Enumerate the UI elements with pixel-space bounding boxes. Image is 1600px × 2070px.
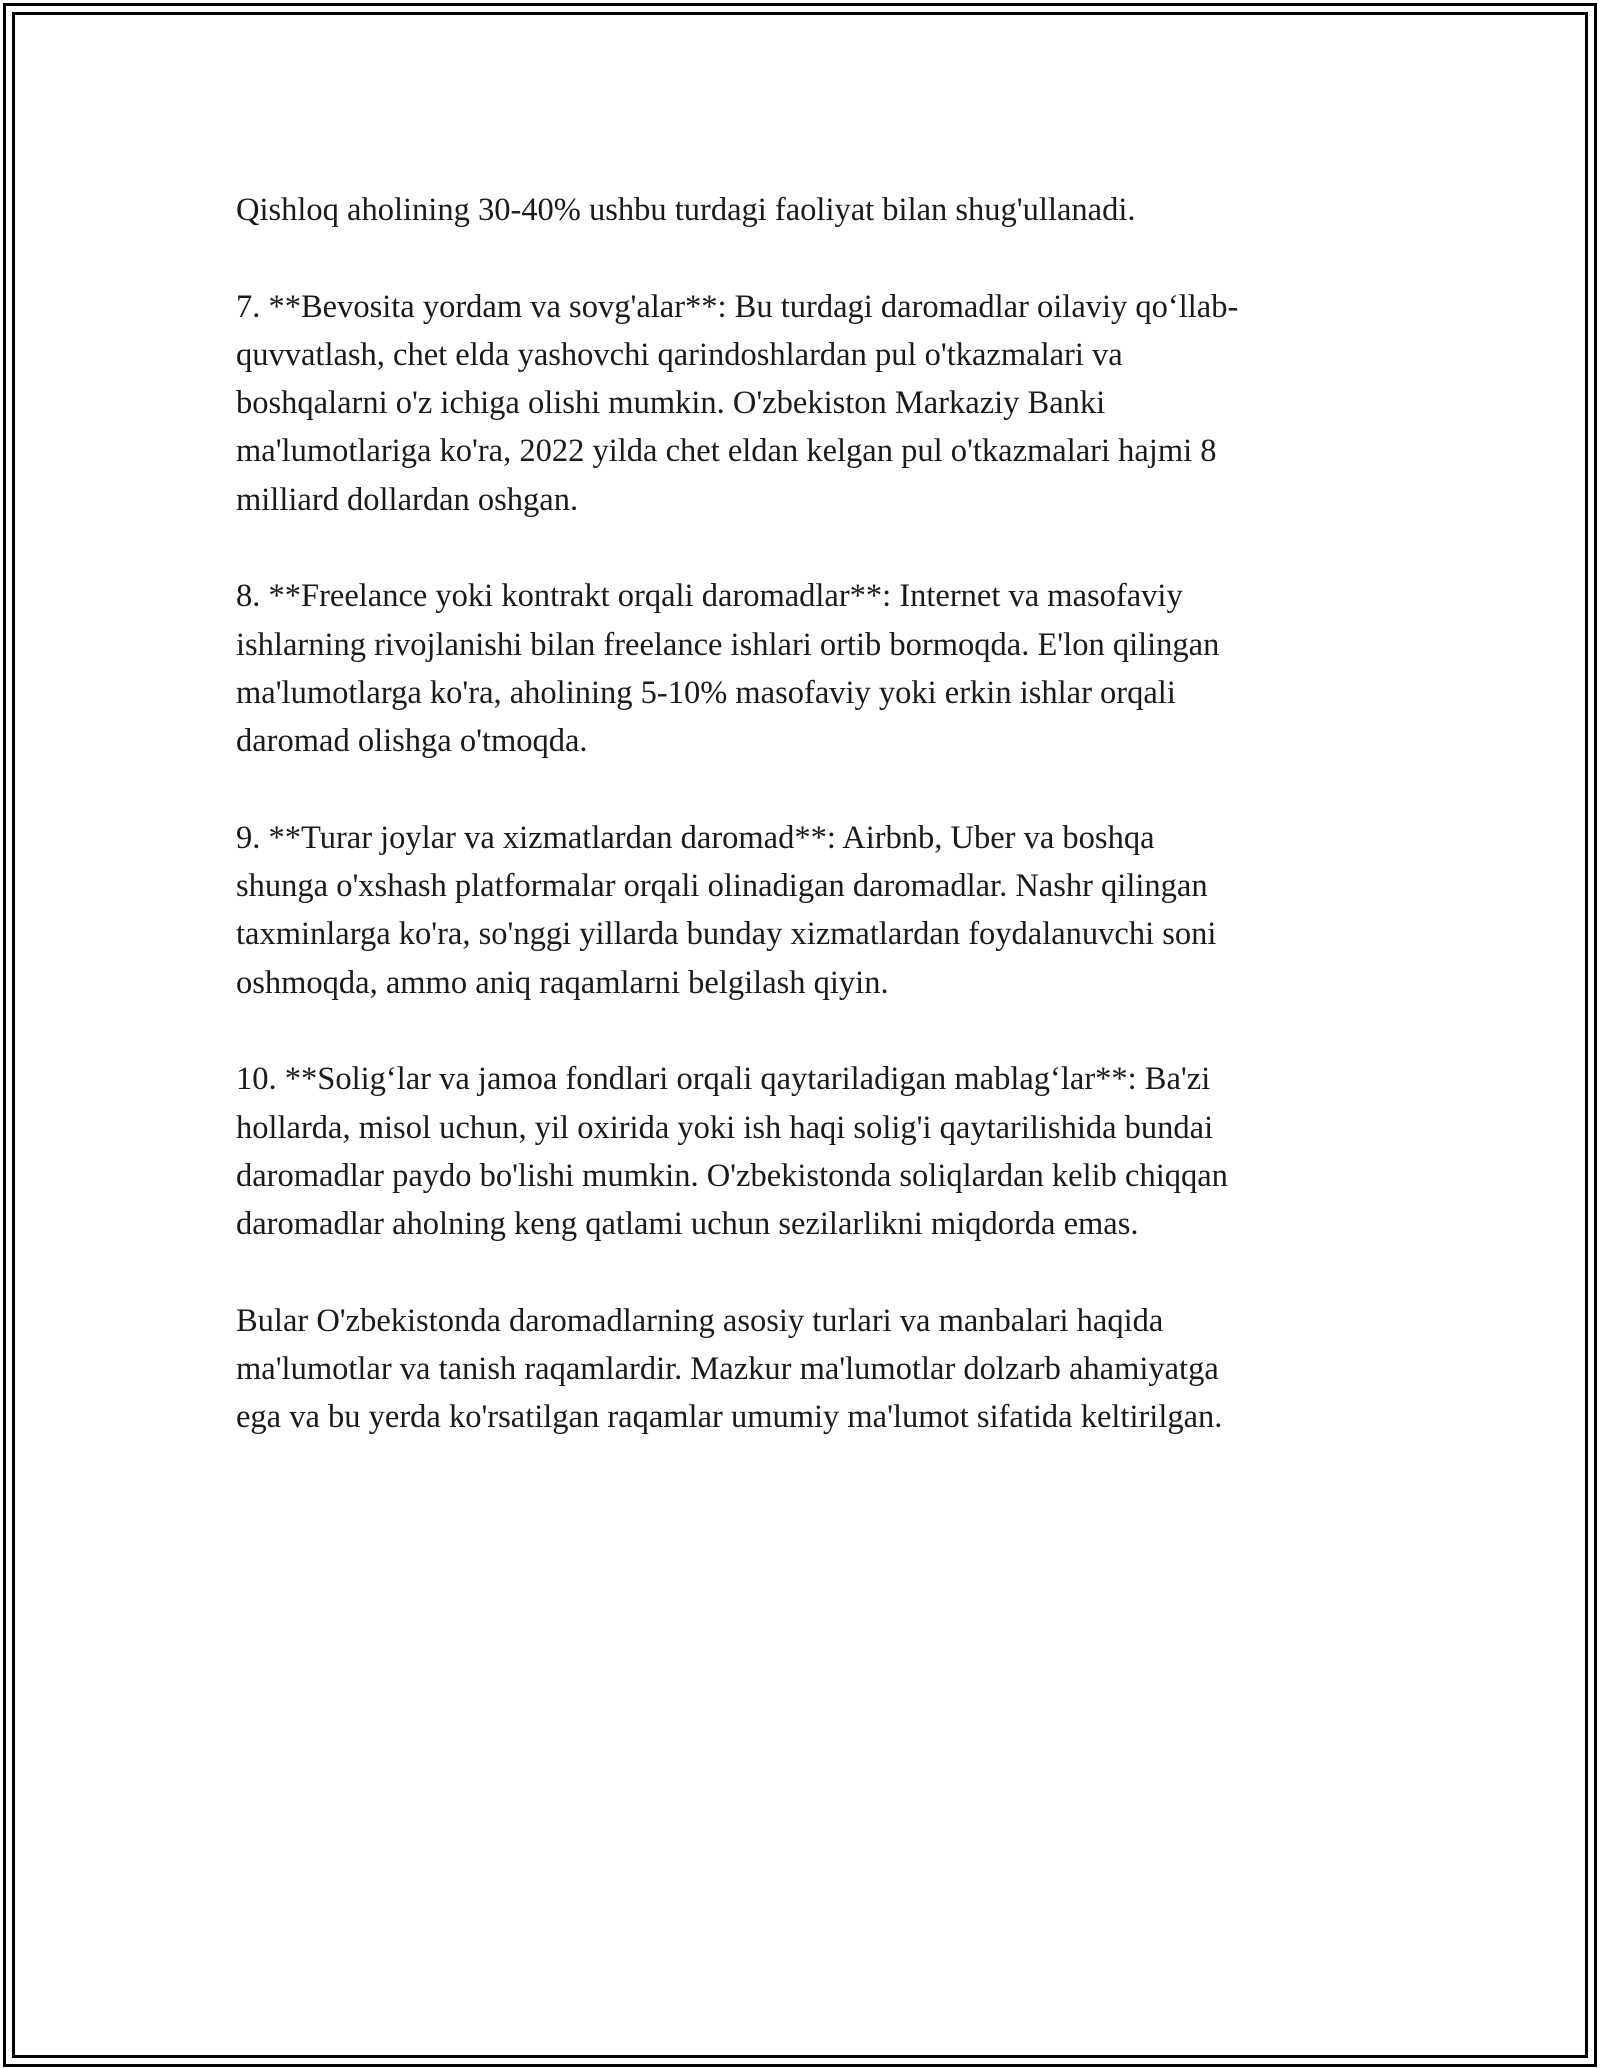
paragraph-item-9: 9. **Turar joylar va xizmatlardan daromad**: Airbnb, Uber va boshqa shunga o'xshash platformalar orqali olinadigan daromadlar. Nashr qilingan taxminlarga ko'ra, so'nggi yillarda bunday xizmatlardan foydalanuvchi soni oshmoqda, ammo aniq raqamlarni belgilash qiyin. — [236, 819, 1217, 1001]
paragraph-conclusion: Bular O'zbekistonda daromadlarning asosiy turlari va manbalari haqida ma'lumotlar va tanish raqamlardir. Mazkur ma'lumotlar dolzarb ahamiyatga ega va bu yerda ko'rsatilgan raqamlar umumiy ma'lumot sifatida keltirilgan. — [236, 1302, 1223, 1436]
paragraph-item-7: 7. **Bevosita yordam va sovg'alar**: Bu turdagi daromadlar oilaviy qo‘llab- quvvatlash, chet elda yashovchi qarindoshlardan pul o'tkazmalari va boshqalarni o'z ichiga olishi mumkin. O'zbekiston Markaziy Banki ma'lumotlariga ko'ra, 2022 yilda chet eldan kelgan pul o'tkazmalari hajmi 8 milliard dollardan oshgan. — [236, 288, 1239, 518]
paragraph-item-8: 8. **Freelance yoki kontrakt orqali daromadlar**: Internet va masofaviy ishlarning rivojlanishi bilan freelance ishlari ortib bormoqda. E'lon qilingan ma'lumotlarga ko'ra, aholining 5-10% masofaviy yoki erkin ishlar orqali daromad olishga o'tmoqda. — [236, 578, 1220, 760]
paragraph-intro: Qishloq aholining 30-40% ushbu turdagi faoliyat bilan shug'ullanadi. — [236, 192, 1136, 228]
paragraph-item-10: 10. **Solig‘lar va jamoa fondlari orqali qaytariladigan mablag‘lar**: Ba'zi hollarda, misol uchun, yil oxirida yoki ish haqi solig'i qaytarilishida bundai daromadlar paydo bo'lishi mumkin. O'zbekistonda soliqlardan kelib chiqqan daromadlar aholning keng qatlami uchun sezilarlikni miqdorda emas. — [236, 1061, 1228, 1243]
document-body — [236, 186, 1386, 1490]
